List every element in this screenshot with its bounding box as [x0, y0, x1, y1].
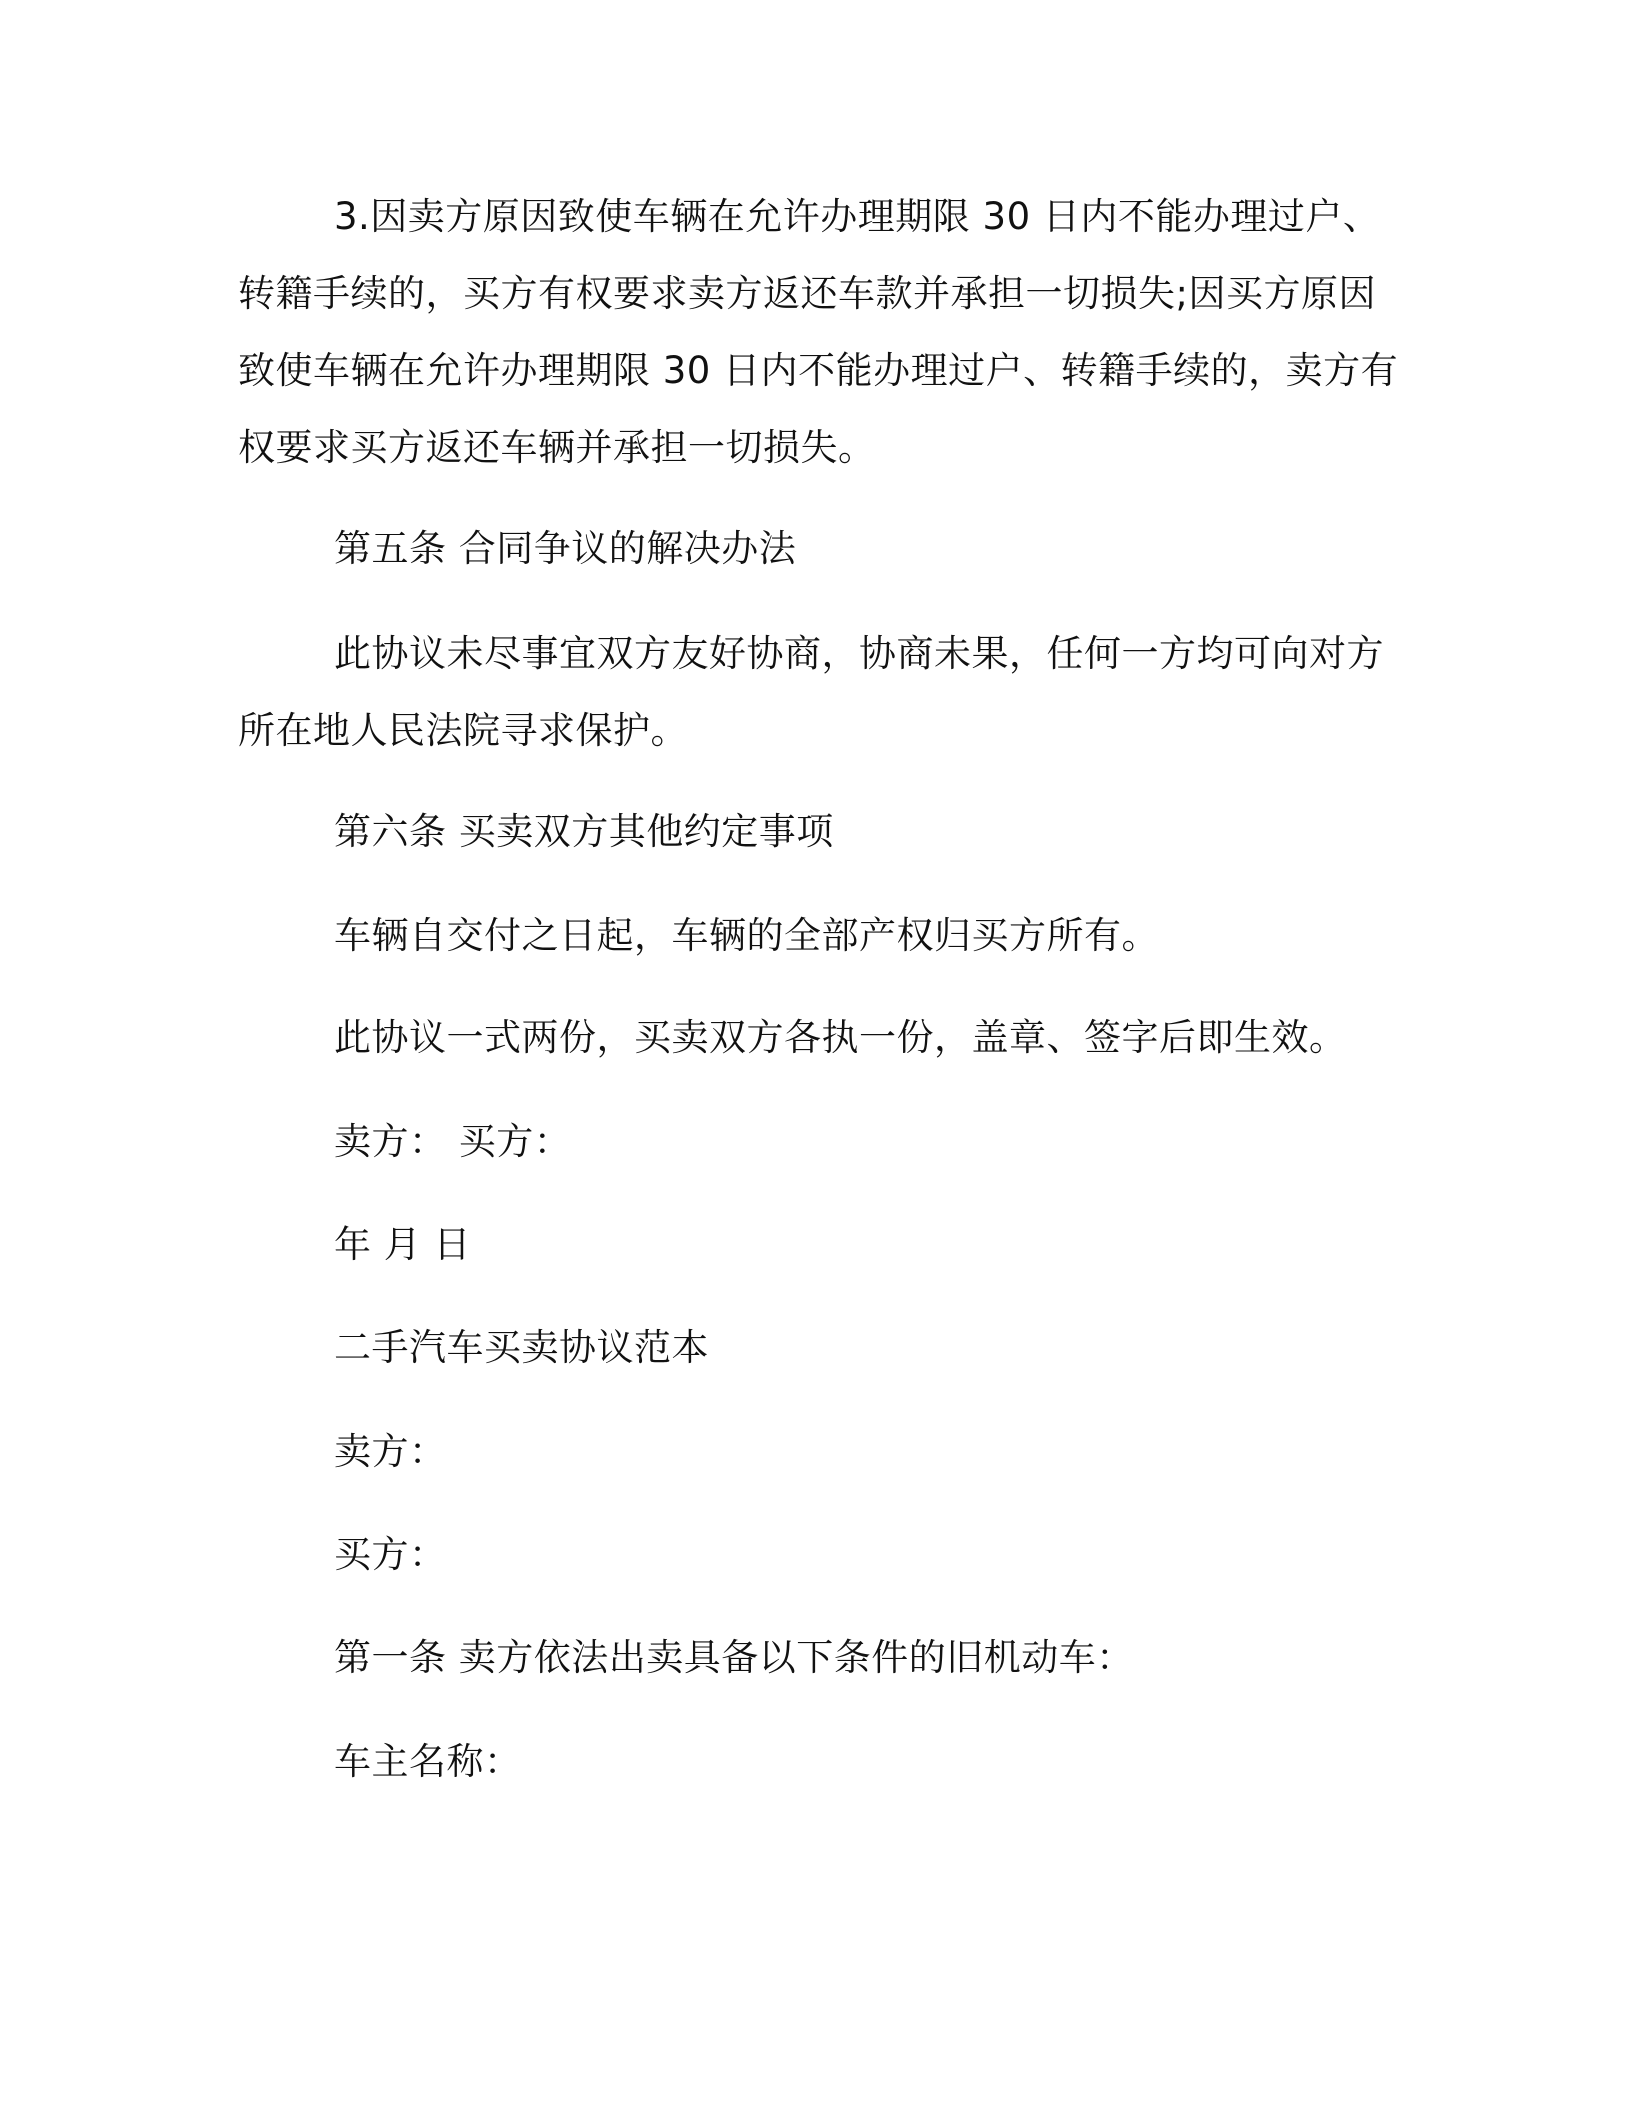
clause4-item3-line1: 3.因卖方原因致使车辆在允许办理期限 30 日内不能办理过户、	[334, 195, 1381, 238]
clause5-body-line2: 所在地人民法院寻求保护。	[238, 709, 688, 752]
clause6-heading: 第六条 买卖双方其他约定事项	[334, 810, 834, 853]
date-line: 年 月 日	[334, 1223, 472, 1266]
clause6-item1: 车辆自交付之日起，车辆的全部产权归买方所有。	[334, 914, 1159, 957]
clause4-item3-line4: 权要求买方返还车辆并承担一切损失。	[238, 426, 876, 469]
clause5-body-line1: 此协议未尽事宜双方友好协商，协商未果，任何一方均可向对方	[334, 632, 1384, 675]
buyer-label: 买方：	[334, 1533, 447, 1576]
signature-line: 卖方： 买方：	[334, 1120, 572, 1163]
seller-label: 卖方：	[334, 1430, 447, 1473]
clause6-item2: 此协议一式两份，买卖双方各执一份，盖章、签字后即生效。	[334, 1016, 1347, 1059]
template-title: 二手汽车买卖协议范本	[334, 1326, 709, 1369]
clause1-heading: 第一条 卖方依法出卖具备以下条件的旧机动车：	[334, 1636, 1134, 1679]
owner-name-label: 车主名称：	[334, 1740, 522, 1783]
clause4-item3-line2: 转籍手续的，买方有权要求卖方返还车款并承担一切损失;因买方原因	[238, 272, 1376, 315]
clause4-item3-line3: 致使车辆在允许办理期限 30 日内不能办理过户、转籍手续的，卖方有	[238, 349, 1399, 392]
clause5-heading: 第五条 合同争议的解决办法	[334, 527, 797, 570]
